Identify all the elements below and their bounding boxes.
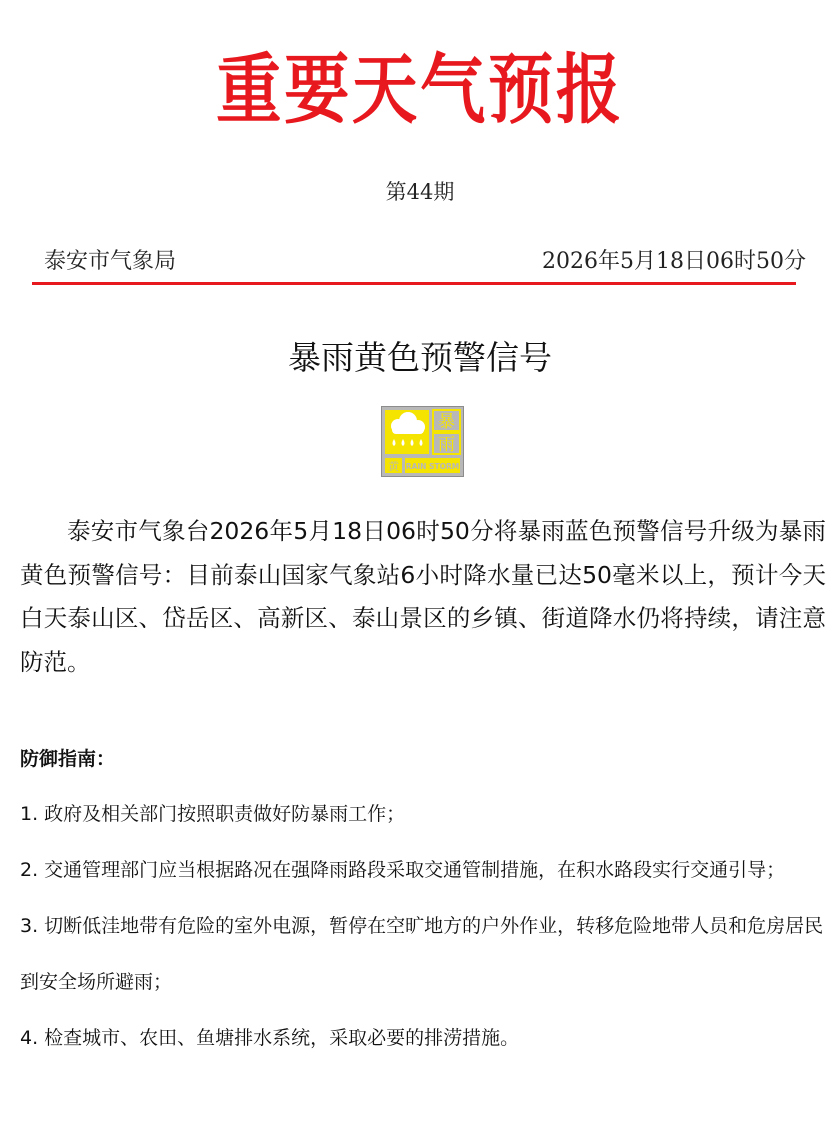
icon-color-label: 黄	[388, 460, 399, 473]
red-divider	[32, 282, 796, 285]
issue-number: 第44期	[385, 180, 455, 204]
icon-english-label: RAIN STORM	[405, 462, 460, 471]
rainstorm-yellow-warning-icon	[381, 406, 464, 477]
guide-item: 1. 政府及相关部门按照职责做好防暴雨工作；	[20, 803, 406, 825]
guide-item: 2. 交通管理部门应当根据路况在强降雨路段采取交通管制措施，在积水路段实行交通引导；	[20, 859, 786, 881]
issue-datetime: 2026年5月18日06时50分	[542, 249, 806, 274]
guide-item: 3. 切断低洼地带有危险的室外电源，暂停在空旷地方的户外作业，转移危险地带人员和危房居民到安全场所避雨；	[20, 915, 824, 993]
warning-body: 泰安市气象台2026年5月18日06时50分将暴雨蓝色预警信号升级为暴雨黄色预警信号：目前泰山国家气象站6小时降水量已达50毫米以上，预计今天白天泰山区、岱岳区、高新区、泰山景区的乡镇、街道降水仍将持续，请注意防范。	[20, 517, 826, 676]
issuing-organization: 泰安市气象局	[44, 249, 177, 274]
guide-title: 防御指南：	[20, 748, 116, 770]
masthead-title: 重要天气预报	[216, 45, 624, 134]
guide-list	[20, 800, 826, 1080]
icon-char-mid: 雨	[438, 435, 455, 455]
signal-title: 暴雨黄色预警信号	[288, 338, 552, 377]
icon-char-top: 暴	[438, 412, 455, 432]
guide-item: 4. 检查城市、农田、鱼塘排水系统，采取必要的排涝措施。	[20, 1027, 520, 1049]
